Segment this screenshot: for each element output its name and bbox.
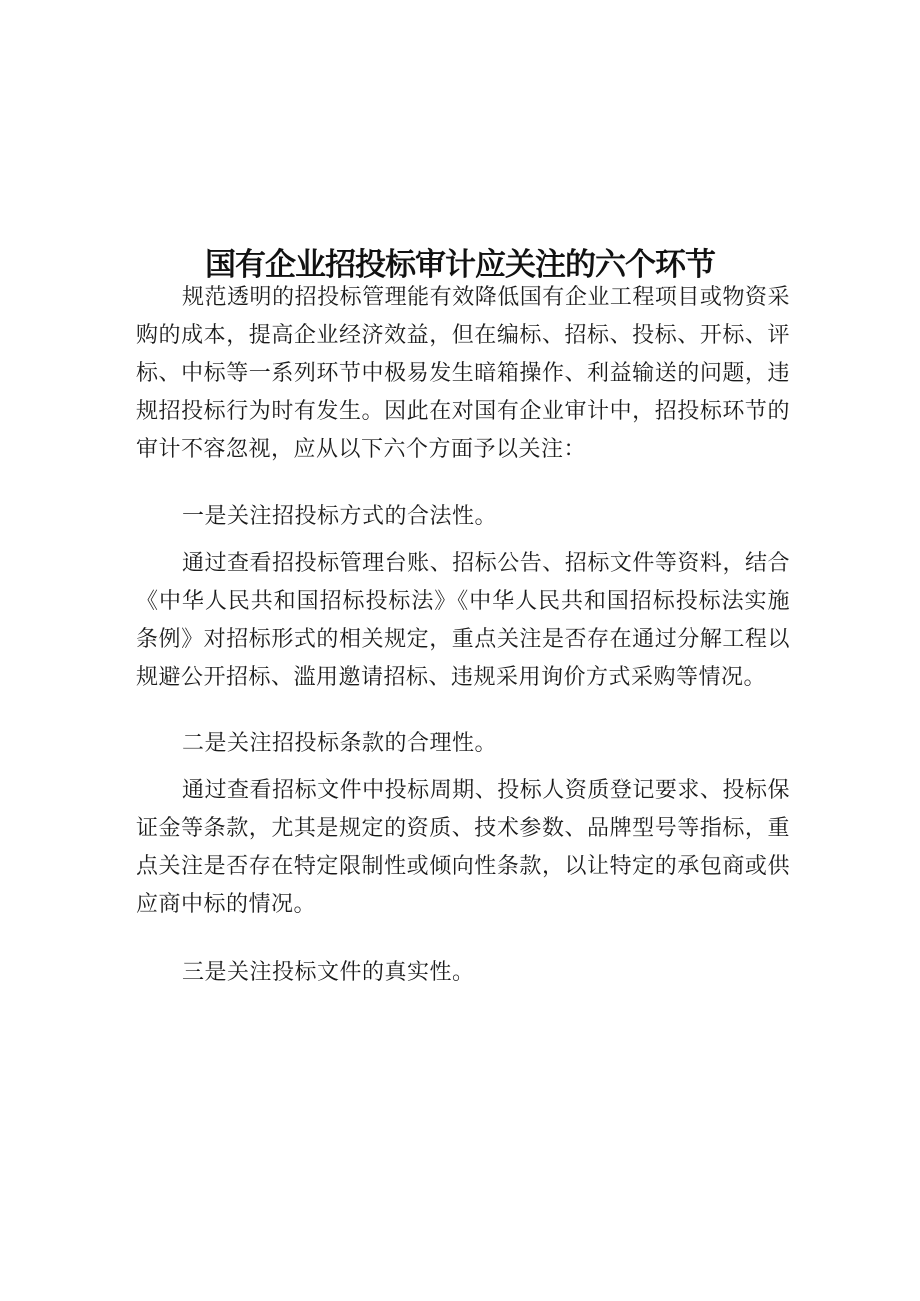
document-title: 国有企业招投标审计应关注的六个环节	[205, 246, 715, 283]
section-body-2: 通过查看招标文件中投标周期、投标人资质登记要求、投标保证金等条款，尤其是规定的资质、技术参数、品牌型号等指标，重点关注是否存在特定限制性或倾向性条款，以让特定的承包商或供应商中标的情况。	[136, 778, 790, 917]
section-heading-3: 三是关注投标文件的真实性。	[182, 960, 475, 985]
section-heading-1: 一是关注招投标方式的合法性。	[182, 504, 498, 529]
section-heading-2: 二是关注招投标条款的合理性。	[182, 731, 498, 756]
section-body-1: 通过查看招投标管理台账、招标公告、招标文件等资料，结合《中华人民共和国招标投标法》《中华人民共和国招标投标法实施条例》对招标形式的相关规定，重点关注是否存在通过分解工程以规避公开招标、滥用邀请招标、违规采用询价方式采购等情况。	[136, 551, 790, 690]
intro-paragraph: 规范透明的招投标管理能有效降低国有企业工程项目或物资采购的成本，提高企业经济效益，但在编标、招标、投标、开标、评标、中标等一系列环节中极易发生暗箱操作、利益输送的问题，违规招投标行为时有发生。因此在对国有企业审计中，招投标环节的审计不容忽视，应从以下六个方面予以关注：	[136, 285, 790, 462]
